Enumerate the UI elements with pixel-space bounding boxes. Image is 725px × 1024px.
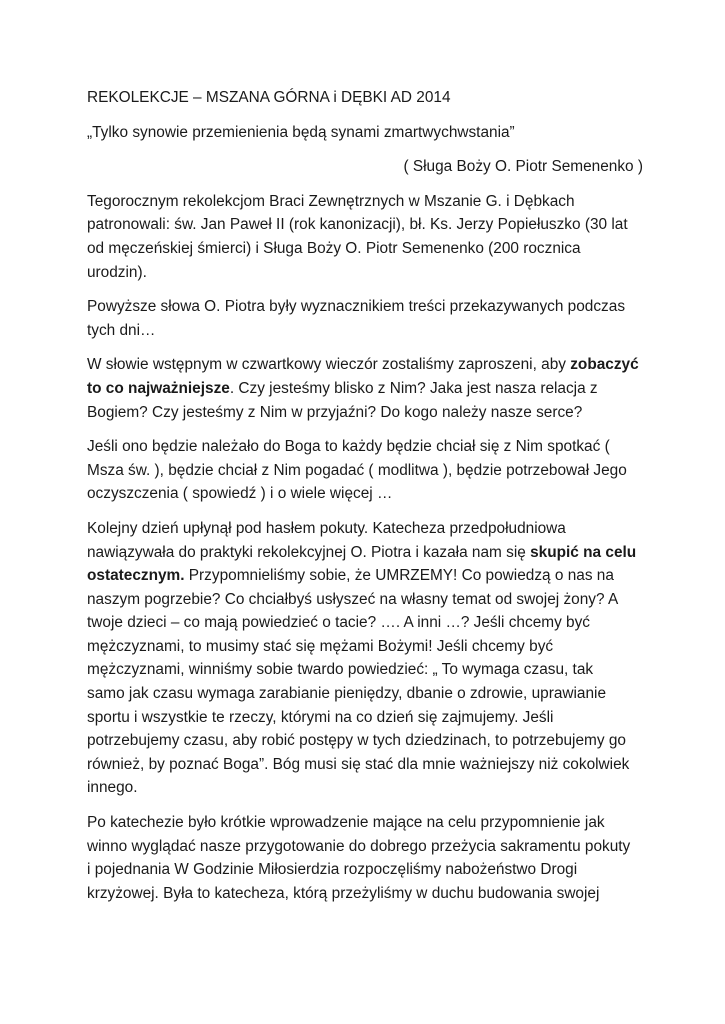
text-line <box>87 377 643 401</box>
text-line <box>87 776 643 800</box>
paragraph <box>87 435 643 506</box>
text-line <box>87 811 643 835</box>
text-segment: krzyżowej. Była to katecheza, którą przeżyliśmy w duchu budowania swojej <box>87 884 600 902</box>
text-segment: Bogiem? Czy jesteśmy z Nim w przyjaźni? Do kogo należy nasze serce? <box>87 403 583 421</box>
text-segment: Tegorocznym rekolekcjom Braci Zewnętrznych w Mszanie G. i Dębkach <box>87 192 575 210</box>
text-segment: samo jak czasu wymaga zarabianie pieniędzy, dbanie o zdrowie, uprawianie <box>87 685 607 703</box>
text-segment: i pojednania W Godzinie Miłosierdzia rozpoczęliśmy nabożeństwo Drogi <box>87 861 578 879</box>
text-segment: nawiązywała do praktyki rekolekcyjnej O. Piotra i kazała nam się <box>87 543 531 561</box>
text-line <box>87 882 643 906</box>
text-line <box>87 295 643 319</box>
text-line <box>87 237 643 261</box>
text-segment: . Czy jesteśmy blisko z Nim? Jaka jest nasza relacja z <box>229 379 598 397</box>
bold-text: zobaczyć <box>570 356 639 374</box>
text-line <box>87 435 643 459</box>
text-segment: mężczyznami, to musimy stać się mężami Bożymi! Jeśli chcemy być <box>87 637 554 655</box>
text-segment: Powyższe słowa O. Piotra były wyznacznikiem treści przekazywanych podczas <box>87 298 626 316</box>
motto <box>87 121 643 145</box>
text-segment: W słowie wstępnym w czwartkowy wieczór zostaliśmy zaproszeni, aby <box>87 356 571 374</box>
motto-author-line: ( Sługa Boży O. Piotr Semenenko ) <box>403 158 643 176</box>
text-segment: winno wyglądać nasze przygotowanie do dobrego przeżycia sakramentu pokuty <box>87 837 631 855</box>
text-segment: innego. <box>87 779 138 797</box>
text-segment: oczyszczenia ( spowiedź ) i o wiele więcej … <box>87 485 393 503</box>
document-title <box>87 86 643 110</box>
text-segment: naszym pogrzebie? Co chciałbyś usłyszeć na własny temat od swojej żony? A <box>87 590 619 608</box>
text-line <box>87 319 643 343</box>
paragraph <box>87 353 643 424</box>
text-line <box>87 682 643 706</box>
text-segment: patronowali: św. Jan Paweł II (rok kanonizacji), bł. Ks. Jerzy Popiełuszko (30 lat <box>87 216 628 234</box>
paragraph <box>87 295 643 342</box>
motto-author <box>87 155 643 179</box>
text-segment: potrzebujemy czasu, aby robić postępy w tych dziedzinach, to potrzebujemy go <box>87 732 626 750</box>
text-line <box>87 635 643 659</box>
text-segment: mężczyznami, winniśmy sobie twardo powiedzieć: „ To wymaga czasu, tak <box>87 661 594 679</box>
title-line: REKOLEKCJE – MSZANA GÓRNA i DĘBKI AD 2014 <box>87 89 451 106</box>
paragraph <box>87 517 643 800</box>
text-line <box>87 729 643 753</box>
text-segment: Kolejny dzień upłynął pod hasłem pokuty. Katecheza przedpołudniowa <box>87 519 566 537</box>
text-line <box>87 517 643 541</box>
document-page <box>87 86 643 916</box>
motto-line: „Tylko synowie przemienienia będą synami zmartwychwstania” <box>87 123 515 141</box>
text-line <box>87 190 643 214</box>
text-line <box>87 658 643 682</box>
paragraph <box>87 190 643 284</box>
text-segment: od męczeńskiej śmierci) i Sługa Boży O. Piotr Semenenko (200 rocznica <box>87 239 581 257</box>
text-segment: Po katechezie było krótkie wprowadzenie mające na celu przypomnienie jak <box>87 814 605 832</box>
text-line <box>87 564 643 588</box>
text-line <box>87 858 643 882</box>
bold-text: to co najważniejsze <box>87 379 230 397</box>
text-line <box>87 753 643 777</box>
text-line <box>87 459 643 483</box>
text-segment: twoje dzieci – co mają powiedzieć o tacie? …. A inni …? Jeśli chcemy być <box>87 614 590 632</box>
bold-text: ostatecznym. <box>87 567 185 585</box>
text-segment: urodzin). <box>87 263 147 281</box>
text-line <box>87 541 643 565</box>
text-segment: sportu i wszystkie te rzeczy, którymi na co dzień się zajmujemy. Jeśli <box>87 708 554 726</box>
text-line <box>87 611 643 635</box>
text-line <box>87 261 643 285</box>
paragraph <box>87 811 643 905</box>
bold-text: skupić na celu <box>530 543 637 561</box>
text-line <box>87 588 643 612</box>
body-text <box>87 190 643 906</box>
text-segment: Jeśli ono będzie należało do Boga to każdy będzie chciał się z Nim spotkać ( <box>87 438 610 456</box>
text-line <box>87 706 643 730</box>
text-line <box>87 353 643 377</box>
text-segment: również, by poznać Boga”. Bóg musi się stać dla mnie ważniejszy niż cokolwiek <box>87 755 630 773</box>
text-line <box>87 482 643 506</box>
text-line <box>87 401 643 425</box>
text-line <box>87 213 643 237</box>
text-segment: tych dni… <box>87 321 156 339</box>
text-segment: Przypomnieliśmy sobie, że UMRZEMY! Co powiedzą o nas na <box>184 567 614 585</box>
text-segment: Msza św. ), będzie chciał z Nim pogadać ( modlitwa ), będzie potrzebował Jego <box>87 461 627 479</box>
text-line <box>87 835 643 859</box>
